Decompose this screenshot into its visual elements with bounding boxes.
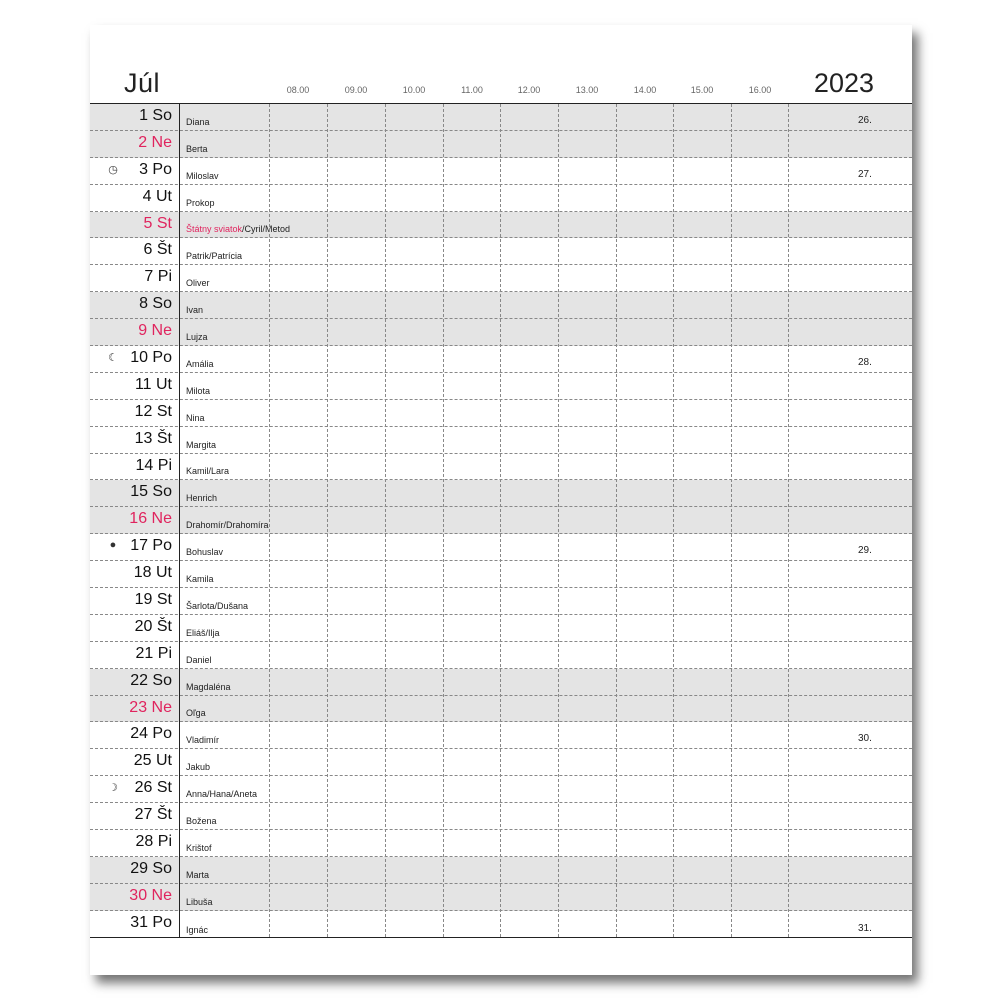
nameday-label bbox=[186, 682, 231, 692]
nameday-label bbox=[186, 628, 220, 638]
hour-label: 14.00 bbox=[633, 85, 657, 95]
nameday-label bbox=[186, 789, 257, 799]
holiday-label: Štátny sviatok bbox=[186, 224, 243, 235]
last-quarter-moon-icon: ☾ bbox=[108, 352, 118, 365]
day-label: 10 Po bbox=[130, 349, 172, 367]
week-number: 27. bbox=[858, 168, 872, 180]
nameday-text: Libuša bbox=[186, 896, 213, 907]
nameday-text: Miloslav bbox=[186, 170, 219, 181]
nameday-text: Marta bbox=[186, 869, 210, 880]
nameday-text: Magdaléna bbox=[186, 681, 231, 692]
nameday-label bbox=[186, 655, 212, 665]
week-number: 29. bbox=[858, 545, 872, 557]
nameday-text: Bohuslav bbox=[186, 547, 224, 558]
week-number: 30. bbox=[858, 733, 872, 745]
day-column-divider bbox=[179, 104, 180, 937]
day-label: 3 Po bbox=[139, 160, 172, 178]
nameday-text: Henrich bbox=[186, 493, 218, 504]
hour-label: 15.00 bbox=[690, 85, 714, 95]
nameday-label bbox=[186, 547, 223, 557]
day-label: 8 So bbox=[139, 295, 172, 313]
week-number: 26. bbox=[858, 114, 872, 126]
nameday-text: Anna/Hana/Aneta bbox=[186, 789, 258, 800]
year-title: 2023 bbox=[813, 68, 874, 98]
hour-grid-line bbox=[443, 104, 444, 937]
day-label: 13 Št bbox=[134, 429, 172, 447]
hour-grid-line bbox=[327, 104, 328, 937]
hour-label: 11.00 bbox=[461, 85, 483, 95]
nameday-label bbox=[186, 816, 217, 826]
day-label: 4 Ut bbox=[142, 187, 172, 205]
day-label: 12 St bbox=[134, 402, 172, 420]
hour-grid-line bbox=[616, 104, 617, 937]
nameday-text: Kamil/Lara bbox=[186, 466, 230, 477]
day-label: 15 So bbox=[130, 483, 172, 501]
day-label: 30 Ne bbox=[129, 886, 172, 904]
nameday-text: Milota bbox=[186, 385, 211, 396]
nameday-text: Daniel bbox=[186, 654, 212, 665]
day-label: 27 Št bbox=[134, 806, 172, 824]
week-number: 31. bbox=[858, 922, 872, 934]
nameday-text: Ivan bbox=[186, 305, 204, 316]
waning-moon-icon: ◷ bbox=[108, 163, 118, 176]
nameday-label bbox=[186, 735, 219, 745]
hour-grid-line bbox=[673, 104, 674, 937]
day-label: 31 Po bbox=[130, 913, 172, 931]
nameday-label bbox=[186, 359, 214, 369]
nameday-text: Eliáš/Ilja bbox=[186, 627, 220, 638]
nameday-text: Ignác bbox=[186, 924, 209, 935]
nameday-text: Šarlota/Dušana bbox=[186, 600, 249, 611]
day-label: 26 St bbox=[134, 779, 172, 797]
day-label: 7 Pi bbox=[144, 268, 172, 286]
day-label: 29 So bbox=[130, 859, 172, 877]
nameday-label bbox=[186, 574, 214, 584]
nameday-label bbox=[186, 925, 208, 935]
nameday-text: Margita bbox=[186, 439, 217, 450]
hour-grid-line bbox=[558, 104, 559, 937]
hour-label: 08.00 bbox=[286, 85, 310, 95]
nameday-label bbox=[186, 520, 269, 530]
nameday-label bbox=[186, 171, 219, 181]
nameday-label bbox=[186, 708, 206, 718]
new-moon-icon: ● bbox=[109, 539, 117, 552]
nameday-label bbox=[186, 897, 213, 907]
nameday-text: Vladimír bbox=[186, 735, 220, 746]
nameday-text: Diana bbox=[186, 116, 210, 127]
day-label: 16 Ne bbox=[129, 510, 172, 528]
nameday-text: Oľga bbox=[186, 708, 206, 719]
nameday-label bbox=[186, 493, 217, 503]
day-label: 6 Št bbox=[143, 241, 172, 259]
day-label: 25 Ut bbox=[133, 752, 172, 770]
footer-divider bbox=[90, 937, 912, 938]
nameday-text: Oliver bbox=[186, 278, 210, 289]
nameday-text: Drahomír/Drahomíra bbox=[186, 520, 269, 531]
hour-label: 12.00 bbox=[517, 85, 541, 95]
nameday-label bbox=[186, 332, 208, 342]
day-label: 17 Po bbox=[130, 537, 172, 555]
hour-label: 10.00 bbox=[402, 85, 426, 95]
nameday-label bbox=[186, 440, 216, 450]
day-label: 1 So bbox=[139, 107, 172, 124]
hour-grid-line bbox=[788, 104, 789, 937]
nameday-label bbox=[186, 413, 205, 423]
day-label: 5 St bbox=[143, 214, 172, 232]
hour-label: 16.00 bbox=[748, 85, 772, 95]
calendar-sheet bbox=[90, 25, 912, 975]
hour-grid-line bbox=[269, 104, 270, 937]
first-quarter-moon-icon: ☽ bbox=[108, 782, 118, 795]
nameday-text: /Cyril/Metod bbox=[242, 224, 291, 235]
day-label: 20 Št bbox=[134, 617, 172, 635]
nameday-text: Nina bbox=[186, 412, 205, 423]
nameday-label bbox=[186, 144, 208, 154]
nameday-text: Jakub bbox=[186, 762, 211, 773]
day-label: 22 So bbox=[130, 671, 172, 689]
hour-grid-line bbox=[731, 104, 732, 937]
nameday-label bbox=[186, 224, 290, 234]
nameday-label bbox=[186, 117, 210, 127]
nameday-label bbox=[186, 843, 212, 853]
nameday-text: Berta bbox=[186, 143, 208, 154]
day-label: 18 Ut bbox=[133, 564, 172, 582]
day-label: 24 Po bbox=[130, 725, 172, 743]
nameday-label bbox=[186, 601, 248, 611]
day-label: 28 Pi bbox=[135, 833, 172, 851]
day-label: 9 Ne bbox=[138, 322, 172, 340]
day-label: 19 St bbox=[134, 591, 172, 609]
nameday-text: Božena bbox=[186, 816, 217, 827]
hour-grid-line bbox=[385, 104, 386, 937]
nameday-text: Patrik/Patrícia bbox=[186, 251, 243, 262]
week-number: 28. bbox=[858, 356, 872, 368]
nameday-text: Prokop bbox=[186, 197, 215, 208]
nameday-label bbox=[186, 251, 242, 261]
hour-grid-line bbox=[500, 104, 501, 937]
day-label: 14 Pi bbox=[135, 456, 172, 474]
hour-label: 09.00 bbox=[344, 85, 368, 95]
nameday-label bbox=[186, 386, 210, 396]
nameday-label bbox=[186, 870, 209, 880]
nameday-label bbox=[186, 466, 229, 476]
nameday-label bbox=[186, 278, 210, 288]
nameday-text: Kamila bbox=[186, 574, 214, 585]
nameday-label bbox=[186, 762, 210, 772]
day-label: 21 Pi bbox=[135, 644, 172, 662]
hour-label: 13.00 bbox=[575, 85, 599, 95]
day-label: 11 Ut bbox=[134, 375, 172, 393]
nameday-text: Lujza bbox=[186, 332, 208, 343]
day-label: 23 Ne bbox=[129, 698, 172, 716]
nameday-label bbox=[186, 305, 203, 315]
month-title: Júl bbox=[124, 68, 161, 98]
day-label: 2 Ne bbox=[138, 133, 172, 151]
nameday-label bbox=[186, 198, 215, 208]
nameday-text: Amália bbox=[186, 358, 214, 369]
nameday-text: Krištof bbox=[186, 842, 212, 853]
